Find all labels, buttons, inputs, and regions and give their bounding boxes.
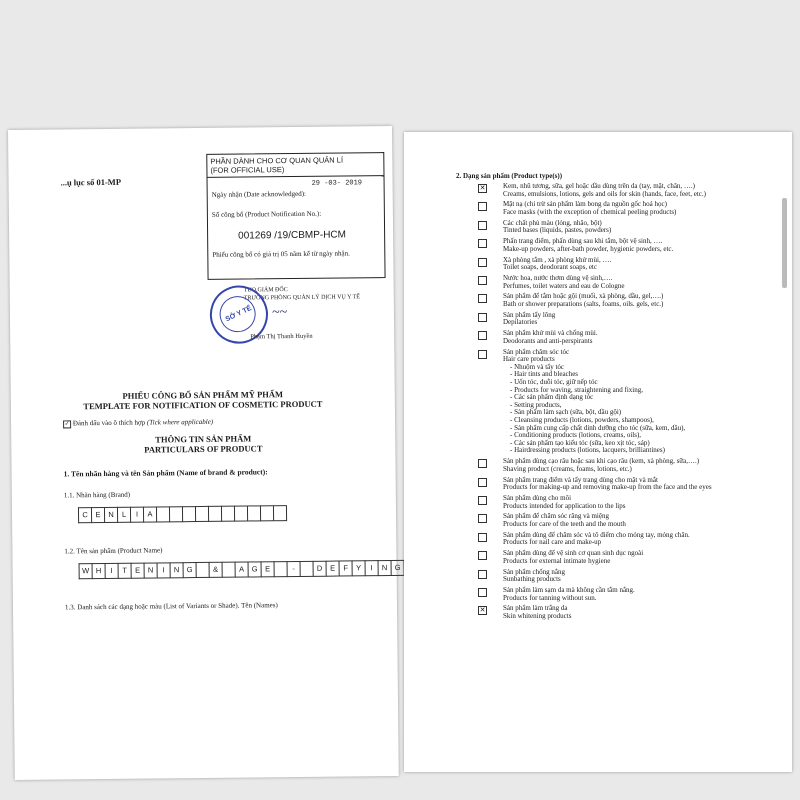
name-cell: D <box>313 561 326 577</box>
name-cell: E <box>131 563 144 579</box>
product-type-line: Sản phẩm để chăm sóc răng và miệng <box>503 512 609 521</box>
product-type-line: Sản phẩm trang điểm và tẩy trang dùng cho mặt và mắt <box>503 475 658 484</box>
product-type-line: Xà phòng tắm , xà phòng khử mùi, …. <box>503 255 612 264</box>
name-cell: N <box>144 562 157 578</box>
product-type-line: Shaving product (creams, foams, lotions, etc.) <box>503 464 632 473</box>
brand-cell: A <box>143 506 156 522</box>
product-type-checkbox[interactable] <box>478 258 487 267</box>
brand-cell <box>221 506 234 522</box>
official-seal: SỞ Y TẾ <box>200 276 277 353</box>
product-type-item <box>503 550 783 565</box>
variants-label: 1.3. Danh sách các dạng hoặc màu (List of Variants or Shade). Tên (Names) <box>64 601 278 612</box>
product-type-item <box>503 605 783 620</box>
brand-cell <box>247 505 260 521</box>
product-type-checkbox[interactable] <box>478 588 487 597</box>
product-type-line: Sản phẩm làm sạm da mà không cần tắm nắng. <box>503 586 635 594</box>
product-type-checkbox[interactable] <box>478 202 487 211</box>
brand-cell <box>273 505 287 521</box>
validity-note: Phiếu công bố có giá trị 05 năm kể từ ngày nhận. <box>212 249 350 259</box>
name-cell: I <box>157 562 170 578</box>
product-type-line: - Sản phẩm cung cấp chất dinh dưỡng cho tóc (sữa, kem, dầu), <box>510 423 686 432</box>
product-type-item <box>503 513 783 528</box>
product-type-checkbox[interactable] <box>478 313 487 322</box>
product-type-line: Nước hoa, nước thơm dùng vệ sinh,…. <box>503 274 613 282</box>
product-type-checkbox[interactable]: ✕ <box>479 184 486 192</box>
product-type-line: Sản phẩm khử mùi và chống mùi. <box>503 329 598 338</box>
product-type-item <box>503 587 783 602</box>
product-type-checkbox[interactable] <box>478 459 487 468</box>
brand-cell: E <box>91 507 104 523</box>
tick-checkbox-icon: ✓ <box>64 421 70 428</box>
product-type-line: Sản phẩm dùng cho môi <box>503 494 572 502</box>
product-type-line: Toilet soaps, deodorant soaps, etc <box>503 263 597 272</box>
product-type-line: - Setting products, <box>510 400 562 409</box>
product-type-line: Sản phẩm tẩy lông <box>503 310 556 319</box>
product-type-line: Bath or shower preparations (salts, foams, oils. gels, etc.) <box>503 299 664 308</box>
tick-note-en: (Tick where applicable) <box>146 417 214 427</box>
notification-no-label: Số công bố (Product Notification No.): <box>211 209 322 219</box>
form-title-vi: PHIẾU CÔNG BỐ SẢN PHẨM MỸ PHẨM <box>122 389 284 401</box>
tick-note-vi: Đánh dấu vào ô thích hợp <box>72 418 146 428</box>
section-title-vi: THÔNG TIN SẢN PHẨM <box>155 433 252 445</box>
product-type-checkbox[interactable] <box>478 331 487 340</box>
name-cell: G <box>391 560 404 576</box>
product-type-line: Sản phẩm dùng để chăm sóc và tô điểm cho móng tay, móng chân. <box>503 530 690 539</box>
product-type-checkbox[interactable] <box>478 514 487 523</box>
date-stamp: 29 -03- 2019 <box>311 179 363 188</box>
product-type-item <box>503 569 783 584</box>
notification-number: 001269 /19/CBMP-HCM <box>238 229 347 242</box>
product-type-checkbox[interactable] <box>478 551 487 560</box>
product-type-line: Products for external intimate hygiene <box>503 556 611 565</box>
product-type-checkbox[interactable] <box>478 478 487 487</box>
product-type-line: Mặt nạ (chỉ trừ sản phẩm làm bong da nguồn gốc hoá học) <box>503 200 667 209</box>
product-type-checkbox[interactable] <box>478 570 487 579</box>
name-cell: & <box>209 562 222 578</box>
product-type-line: Sản phẩm để tắm hoặc gội (muối, xà phòng, dầu, gel,….) <box>503 292 664 301</box>
product-type-line: Products for care of the teeth and the mouth <box>503 519 626 528</box>
product-type-line: Kem, nhũ tương, sữa, gel hoặc dầu dùng trên da (tay, mặt, chân, ….) <box>503 182 696 190</box>
official-use-header <box>207 153 383 178</box>
name-cell <box>300 561 313 577</box>
product-type-line: Sản phẩm chống nắng <box>503 567 566 576</box>
name-cell: - <box>287 561 300 577</box>
product-type-line: Skin whitening products <box>503 611 572 620</box>
name-cell: G <box>248 561 261 577</box>
name-cell: W <box>79 563 92 579</box>
product-type-line: Sản phẩm làm trắng da <box>503 604 568 613</box>
name-cell: I <box>365 560 378 576</box>
official-header-en: (FOR OFFICIAL USE) <box>210 165 285 175</box>
brand-cell: I <box>130 507 143 523</box>
product-type-item <box>503 477 783 492</box>
signature-scribble: ~~ <box>271 305 288 321</box>
product-type-line: - Sản phẩm làm sạch (sữa, bột, dầu gội) <box>510 408 622 417</box>
product-type-item <box>503 495 783 510</box>
brand-cell: L <box>117 507 130 523</box>
product-type-checkbox[interactable] <box>478 276 487 285</box>
product-type-line: Products for making-up and removing make-up from the face and the eyes <box>503 483 712 492</box>
section-title-en: PARTICULARS OF PRODUCT <box>144 443 263 455</box>
product-type-line: Các chất phủ màu (lỏng, nhão, bột) <box>503 218 602 227</box>
product-type-item <box>503 257 783 272</box>
product-type-line: Phấn trang điểm, phấn dùng sau khi tắm, bột vệ sinh, …. <box>503 237 663 246</box>
product-type-line: Creams, emulsions, lotions, gels and oils for skin (hands, face, feet, etc.) <box>503 189 706 198</box>
product-type-line: Sản phẩm dùng cạo râu hoặc sau khi cạo râu (kem, xà phòng, sữa,….) <box>503 457 700 466</box>
product-type-line: Products for nail care and make-up <box>503 538 602 547</box>
product-type-line: Face masks (with the exception of chemical peeling products) <box>503 207 677 216</box>
product-type-line: - Nhuộm và tẩy tóc <box>510 362 565 371</box>
annex-label: ...ụ lục số 01-MP <box>60 176 122 188</box>
name-cell: G <box>183 562 196 578</box>
product-type-item <box>503 532 783 547</box>
product-type-line: Make-up powders, after-bath powder, hygienic powders, etc. <box>503 244 674 253</box>
name-cell: E <box>326 561 339 577</box>
product-name-label: 1.2. Tên sản phẩm (Product Name) <box>64 546 163 556</box>
document-page-right <box>404 132 792 772</box>
signer-department: TRƯỞNG PHÒNG QUẢN LÝ DỊCH VỤ Y TẾ <box>243 294 360 302</box>
product-type-checkbox[interactable] <box>478 533 487 542</box>
product-type-line: - Products for waving, straightening and fixing, <box>510 385 643 394</box>
product-type-line: Products for tanning without sun. <box>503 593 597 602</box>
name-cell: Y <box>352 560 365 576</box>
product-type-item <box>503 275 783 290</box>
product-type-item <box>503 201 783 216</box>
signer-title: TUQ.GIÁM ĐỐC <box>243 287 288 294</box>
product-type-checkbox[interactable] <box>478 294 487 303</box>
brand-cell <box>156 506 169 522</box>
product-type-line: Sản phẩm dùng để vệ sinh cơ quan sinh dục ngoài <box>503 549 644 558</box>
product-type-line: Deodorants and anti-perspirants <box>503 336 593 345</box>
official-use-box <box>206 152 385 280</box>
name-cell <box>274 561 287 577</box>
name-cell: E <box>261 561 274 577</box>
product-type-line: - Uốn tóc, duỗi tóc, giữ nếp tóc <box>510 377 598 386</box>
product-type-item <box>503 220 783 235</box>
brand-cell <box>260 505 273 521</box>
product-type-line: Products intended for application to the lips <box>503 501 626 510</box>
product-type-item <box>503 458 783 473</box>
official-header-vi: PHẦN DÀNH CHO CƠ QUAN QUẢN LÍ <box>210 155 344 166</box>
product-type-item <box>503 330 783 345</box>
name-cell: A <box>235 562 248 578</box>
form-title-en: TEMPLATE FOR NOTIFICATION OF COSMETIC PRODUCT <box>83 398 323 412</box>
product-type-line: - Các sản phẩm định dạng tóc <box>510 393 594 402</box>
product-type-line: Sunbathing products <box>503 575 561 584</box>
brand-cell <box>195 506 208 522</box>
document-page-left <box>8 126 399 780</box>
product-type-checkbox[interactable] <box>478 221 487 230</box>
product-type-line: - Hairdressing products (lotions, lacquers, brilliantines) <box>510 446 665 455</box>
product-type-heading: 2. Dạng sản phẩm (Product type(s)) <box>456 172 563 180</box>
brand-cells <box>78 505 287 523</box>
product-type-line: - Các sản phẩm tạo kiểu tóc (sữa, keo xịt tóc, sáp) <box>510 438 650 447</box>
tick-note <box>63 418 213 429</box>
product-type-line: - Cleansing products (lotions, powders, shampoos), <box>510 415 654 424</box>
name-cell: T <box>118 563 131 579</box>
name-cell <box>222 562 235 578</box>
product-type-item <box>503 312 783 327</box>
product-type-item <box>503 183 783 198</box>
product-type-checkbox[interactable] <box>478 496 487 505</box>
product-type-line: Depilatories <box>503 318 538 327</box>
product-type-line: - Hair tints and bleaches <box>510 370 579 379</box>
product-type-item <box>503 349 783 455</box>
brand-cell: N <box>104 507 117 523</box>
brand-cell <box>169 506 182 522</box>
name-cell: N <box>378 560 391 576</box>
product-type-line: Sản phẩm chăm sóc tóc <box>503 347 570 356</box>
product-type-line: Hair care products <box>503 355 555 364</box>
name-cell: N <box>170 562 183 578</box>
name-cell <box>196 562 209 578</box>
product-type-line: - Conditioning products (lotions, creams, oils), <box>510 431 642 440</box>
name-cell: H <box>92 563 105 579</box>
product-type-line: Perfumes, toilet waters and eau de Cologne <box>503 281 625 290</box>
product-type-item <box>503 293 783 308</box>
product-type-item <box>503 238 783 253</box>
brand-label: 1.1. Nhãn hàng (Brand) <box>63 490 131 500</box>
brand-cell <box>234 506 247 522</box>
name-cell: I <box>105 563 118 579</box>
product-type-checkbox[interactable] <box>478 350 487 359</box>
section-1-heading: 1. Tên nhãn hàng và tên Sản phẩm (Name of brand & product): <box>63 467 268 479</box>
product-type-checkbox[interactable] <box>478 239 487 248</box>
name-cell: F <box>339 560 352 576</box>
product-type-line: Tinted bases (liquids, pastes, powders) <box>503 226 612 235</box>
brand-cell: C <box>78 507 91 523</box>
signer-name: Phạm Thị Thanh Huyền <box>250 332 313 341</box>
product-type-checkbox[interactable]: ✕ <box>479 606 486 615</box>
date-ack-label: Ngày nhận (Date acknowledged): <box>211 189 307 199</box>
product-name-cells <box>79 560 418 580</box>
brand-cell <box>208 506 221 522</box>
brand-cell <box>182 506 195 522</box>
